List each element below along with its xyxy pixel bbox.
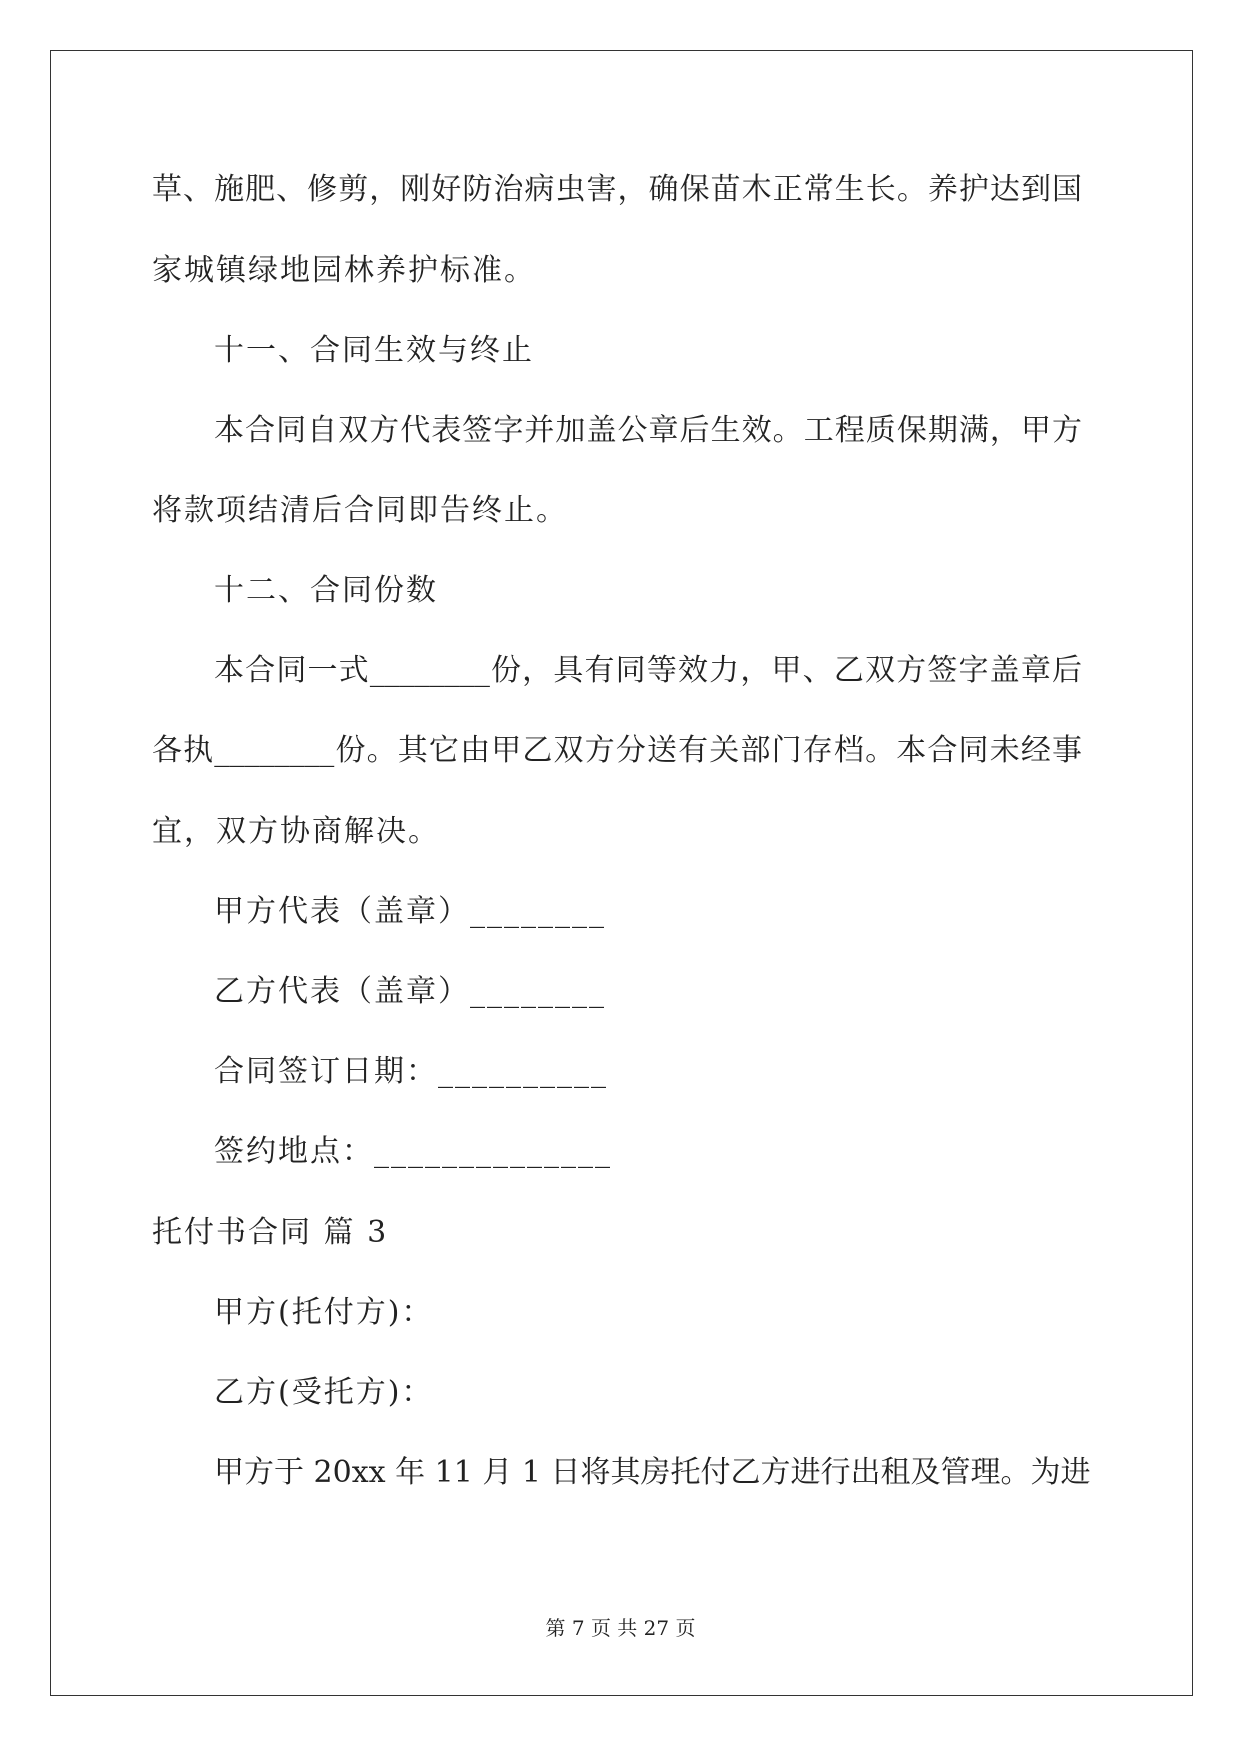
body-text-line: 家城镇绿地园林养护标准。 — [152, 253, 536, 288]
document-heading: 托付书合同 篇 3 — [152, 1215, 389, 1250]
party-a-line: 甲方(托付方)： — [214, 1295, 434, 1330]
body-text-line: 甲方于 20xx 年 11 月 1 日将其房托付乙方进行出租及管理。为进 — [214, 1455, 1091, 1490]
section-heading: 十二、合同份数 — [214, 573, 438, 608]
body-text-line: 本合同自双方代表签字并加盖公章后生效。工程质保期满，甲方 — [214, 413, 1082, 448]
page-border — [50, 50, 1193, 1696]
body-text-line: 各执________份。其它由甲乙双方分送有关部门存档。本合同未经事 — [152, 733, 1082, 768]
signature-line: 乙方代表（盖章）________ — [214, 974, 606, 1009]
sign-date-line: 合同签订日期：__________ — [214, 1054, 608, 1089]
body-text-line: 本合同一式________份，具有同等效力，甲、乙双方签字盖章后 — [214, 653, 1082, 688]
section-heading: 十一、合同生效与终止 — [214, 333, 534, 368]
body-text-line: 宜，双方协商解决。 — [152, 814, 440, 849]
page-number-footer: 第 7 页 共 27 页 — [545, 1616, 696, 1640]
sign-place-line: 签约地点：______________ — [214, 1134, 612, 1169]
body-text-line: 将款项结清后合同即告终止。 — [152, 493, 568, 528]
body-text-line: 草、施肥、修剪，刚好防治病虫害，确保苗木正常生长。养护达到国 — [152, 172, 1082, 207]
signature-line: 甲方代表（盖章）________ — [214, 894, 606, 929]
party-b-line: 乙方(受托方)： — [214, 1375, 434, 1410]
